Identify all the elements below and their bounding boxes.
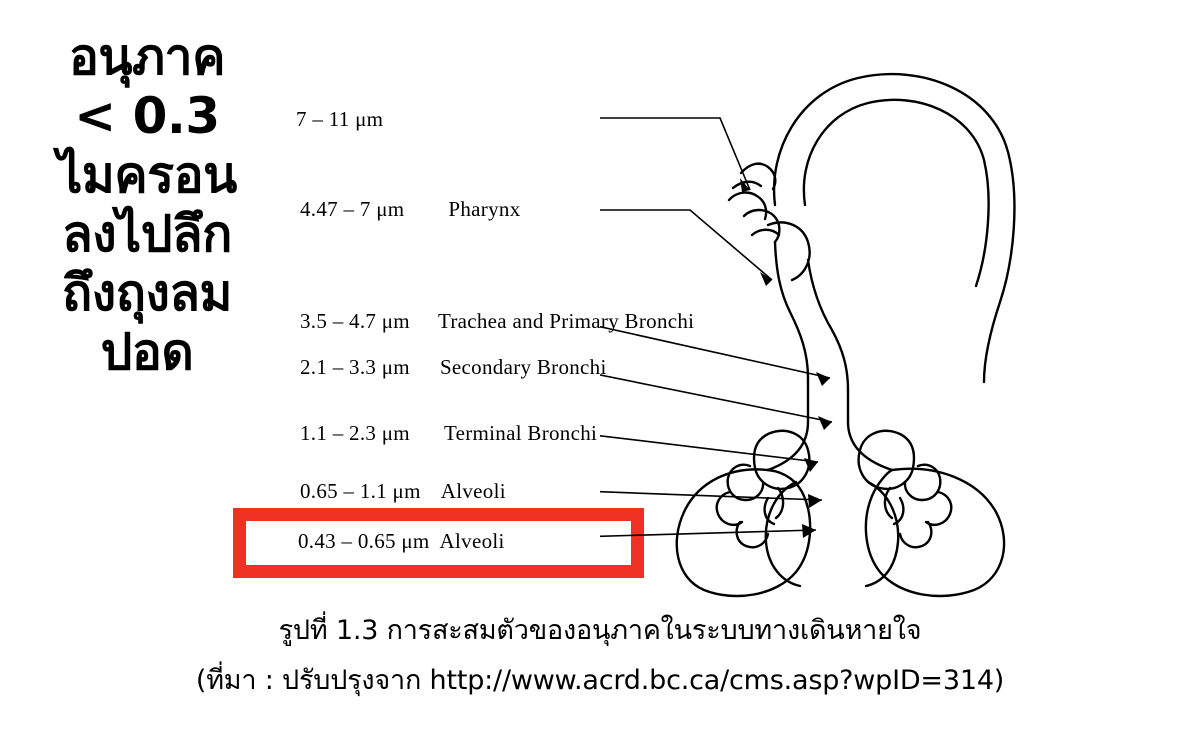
particle-size-2: 3.5 – 4.7 μm	[300, 308, 410, 333]
thai-headline	[22, 28, 272, 382]
leader-arrowheads	[740, 178, 832, 538]
leader-line-6	[600, 530, 816, 538]
leader-line-4	[600, 430, 818, 462]
particle-size-4: 1.1 – 2.3 μm	[300, 420, 410, 445]
leader-line-0	[600, 118, 750, 190]
headline-line-4: ลงไปลึก	[62, 205, 232, 263]
headline-line-2: < 0.3	[74, 87, 220, 145]
particle-size-5: 0.65 – 1.1 μm	[300, 478, 421, 503]
headline-line-3: ไมครอน	[57, 146, 237, 204]
highlighted-label-row	[298, 524, 505, 558]
headline-line-1: อนุภาค	[68, 28, 226, 86]
leader-line-2	[600, 320, 830, 378]
region-name-2: Trachea and Primary Bronchi	[437, 308, 695, 333]
region-name-1: Pharynx	[448, 196, 521, 221]
label-row	[296, 106, 397, 132]
respiratory-tract-illustration	[600, 30, 1100, 600]
region-name-highlighted: Alveoli	[439, 528, 505, 553]
figure-caption-line1: รูปที่ 1.3 การสะสมตัวของอนุภาคในระบบทางเดินหายใจ	[278, 615, 922, 646]
particle-size-0: 7 – 11 μm	[296, 106, 384, 131]
region-name-5: Alveoli	[440, 478, 506, 503]
headline-line-5: ถึงถุงลม	[62, 264, 232, 322]
label-row	[300, 196, 521, 222]
region-name-4: Terminal Bronchi	[443, 420, 598, 445]
particle-size-highlighted: 0.43 – 0.65 μm	[298, 528, 430, 553]
region-name-3: Secondary Bronchi	[439, 354, 607, 379]
leader-line-5	[600, 488, 822, 500]
leader-line-3	[600, 368, 832, 422]
label-row	[300, 478, 506, 504]
particle-size-1: 4.47 – 7 μm	[300, 196, 405, 221]
leader-line-1	[600, 210, 772, 280]
label-row	[300, 354, 607, 380]
label-row	[300, 420, 597, 446]
figure-caption-line2: (ที่มา : ปรับปรุงจาก http://www.acrd.bc.ca/cms.asp?wpID=314)	[195, 665, 1005, 696]
headline-line-6: ปอด	[100, 323, 194, 381]
particle-size-3: 2.1 – 3.3 μm	[300, 354, 410, 379]
